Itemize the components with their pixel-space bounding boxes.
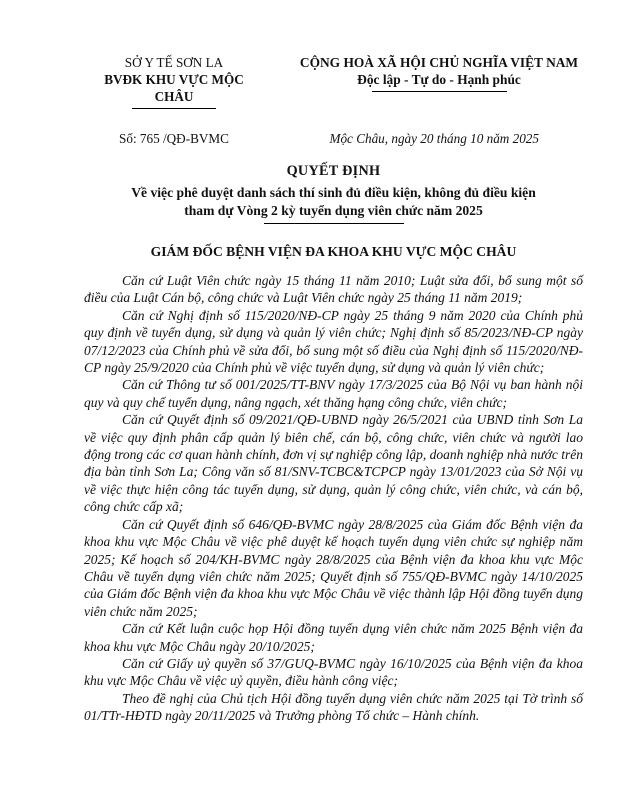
document-header: [84, 54, 583, 109]
place-date: Mộc Châu, ngày 20 tháng 10 năm 2025: [329, 131, 539, 146]
legal-basis-paragraph: Căn cứ Giấy uỷ quyền số 37/GUQ-BVMC ngày 16/10/2025 của Bệnh viện đa khoa khu vực Mộc Châu về việc uỷ quyền, điều hành công việc;: [84, 655, 583, 689]
issuing-authority: GIÁM ĐỐC BỆNH VIỆN ĐA KHOA KHU VỰC MỘC CHÂU: [150, 244, 517, 259]
subject-line-1: Về việc phê duyệt danh sách thí sinh đủ điều kiện, không đủ điều kiện: [131, 185, 536, 200]
issuing-organization: [84, 54, 264, 109]
subject-line-2: tham dự Vòng 2 kỳ tuyển dụng viên chức năm 2025: [184, 202, 483, 218]
number-date-row: [84, 131, 583, 147]
country-name: CỘNG HOÀ XÃ HỘI CHỦ NGHĨA VIỆT NAM: [299, 55, 579, 70]
legal-basis-paragraph: Căn cứ Kết luận cuộc họp Hội đồng tuyển dụng viên chức năm 2025 Bệnh viện đa khoa khu vực Mộc Châu ngày 20/10/2025;: [84, 621, 583, 654]
legal-basis-paragraph: Căn cứ Quyết định số 646/QĐ-BVMC ngày 28/8/2025 của Giám đốc Bệnh viện đa khoa khu vực Mộc Châu về việc phê duyệt kế hoạch tuyển dụng viên chức sự nghiệp năm 2025; Kế hoạch số 204/KH-BVMC ngày 28/8/2025 của Bệnh viện đa khoa khu vực Mộc Châu về tuyển dụng viên chức năm 2025; Quyết định số 755/QĐ-BVMC ngày 14/10/2025 của Giám đốc Bệnh viện đa khoa khu vực Mộc Châu về việc thành lập Hội đồng tuyển dụng viên chức năm 2025;: [84, 516, 583, 619]
document-title: QUYẾT ĐỊNH: [286, 163, 381, 179]
legal-basis-paragraph: Căn cứ Nghị định số 115/2020/NĐ-CP ngày 25 tháng 9 năm 2020 của Chính phủ quy định về tuyển dụng, sử dụng và quản lý viên chức; Nghị định số 85/2023/NĐ-CP ngày 07/12/2023 của Chính phủ về sửa đổi, bổ sung một số điều của Nghị định số 115/2020/NĐ-CP ngày 25/9/2020 của Chính phủ về việc tuyển dụng, sử dụng và quản lý viên chức;: [84, 307, 583, 376]
parent-organization: SỞ Y TẾ SƠN LA: [124, 55, 224, 70]
subject-underline: [264, 223, 404, 224]
motto-underline: [372, 91, 507, 92]
national-motto: Độc lập - Tự do - Hạnh phúc: [357, 72, 521, 87]
legal-basis-paragraph: Căn cứ Quyết định số 09/2021/QĐ-UBND ngày 26/5/2021 của UBND tỉnh Sơn La về việc quy định phân cấp quản lý biên chế, cán bộ, công chức, viên chức và người lao động trong các cơ quan hành chính, đơn vị sự nghiệp công lập, doanh nghiệp nhà nước trên địa bàn tỉnh Sơn La; Công văn số 81/SNV-TCBC&TCPCP ngày 13/01/2023 của Sở Nội vụ về việc thực hiện công tác tuyển dụng, sử dụng, quản lý công chức, viên chức, và cán bộ, công chức cấp xã;: [84, 412, 583, 515]
legal-basis-paragraph: Căn cứ Thông tư số 001/2025/TT-BNV ngày 17/3/2025 của Bộ Nội vụ ban hành nội quy và quy chế tuyển dụng, nâng ngạch, xét thăng hạng công chức, viên chức;: [84, 377, 583, 410]
document-number: Số: 765 /QĐ-BVMC: [119, 131, 229, 146]
national-title: [279, 54, 599, 92]
legal-basis-paragraph: Theo đề nghị của Chủ tịch Hội đồng tuyển dụng viên chức năm 2025 tại Tờ trình số 01/TTr-HĐTD ngày 20/11/2025 và Trưởng phòng Tổ chức – Hành chính.: [84, 690, 583, 724]
organization-name: BVĐK KHU VỰC MỘC CHÂU: [104, 72, 244, 104]
legal-basis: [84, 272, 583, 725]
document-subject: [84, 184, 583, 224]
organization-underline: [132, 108, 216, 109]
legal-basis-paragraph: Căn cứ Luật Viên chức ngày 15 tháng 11 năm 2010; Luật sửa đổi, bổ sung một số điều của Luật Cán bộ, công chức và Luật Viên chức ngày 25 tháng 11 năm 2019;: [84, 273, 583, 306]
